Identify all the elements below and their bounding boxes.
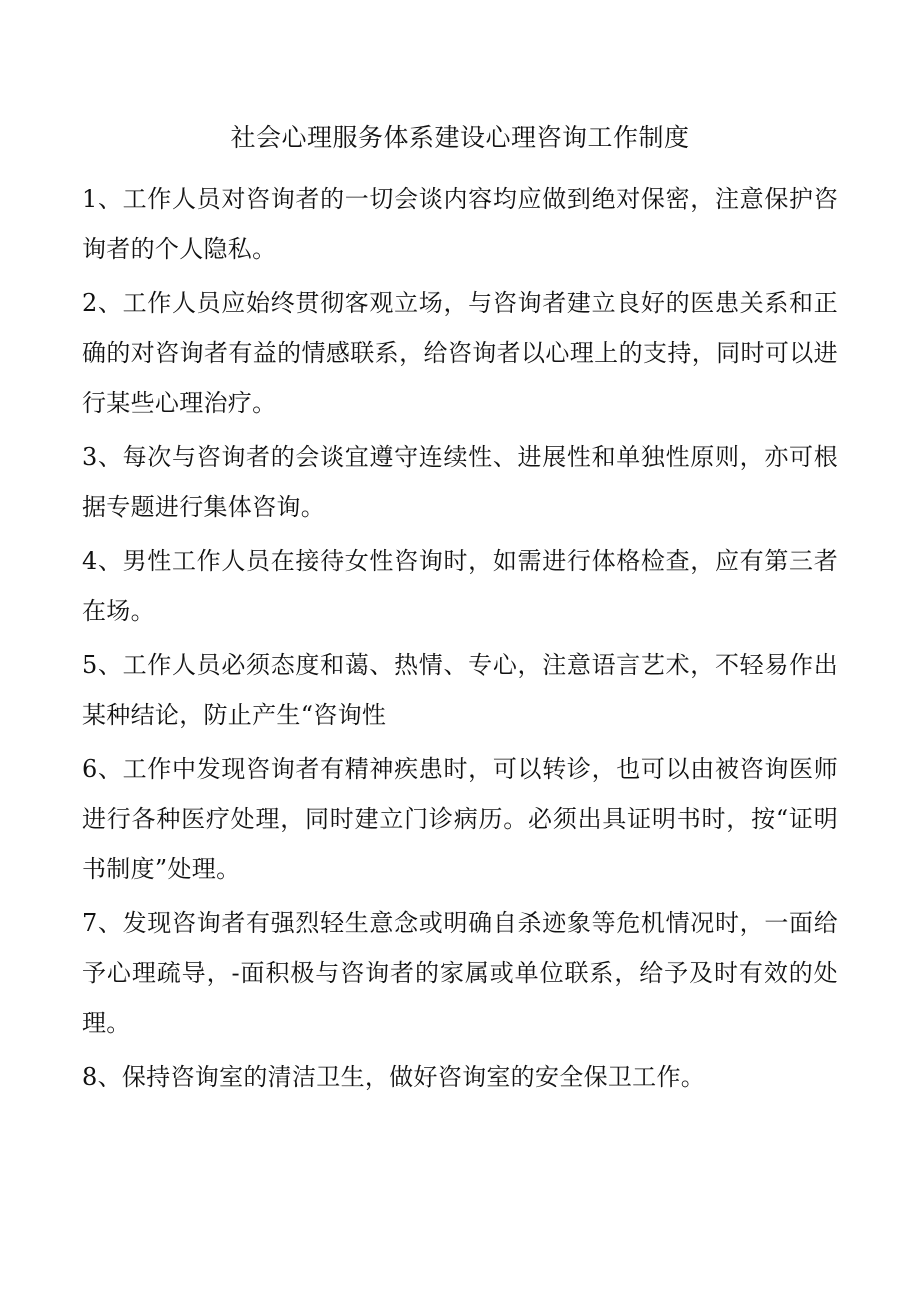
clause-5: 5、工作人员必须态度和蔼、热情、专心，注意语言艺术，不轻易作出某种结论，防止产生“咨询性: [82, 651, 838, 729]
clause-1: 1、工作人员对咨询者的一切会谈内容均应做到绝对保密，注意保护咨询者的个人隐私。: [82, 185, 838, 263]
clause-4: 4、男性工作人员在接待女性咨询时，如需进行体格检查，应有第三者在场。: [82, 547, 838, 625]
clause-3: 3、每次与咨询者的会谈宜遵守连续性、进展性和单独性原则，亦可根据专题进行集体咨询。: [82, 443, 838, 521]
clause-2: 2、工作人员应始终贯彻客观立场，与咨询者建立良好的医患关系和正确的对咨询者有益的情感联系，给咨询者以心理上的支持，同时可以进行某些心理治疗。: [82, 289, 838, 417]
clause-7: 7、发现咨询者有强烈轻生意念或明确自杀迹象等危机情况时，一面给予心理疏导，-面积极与咨询者的家属或单位联系，给予及时有效的处理。: [82, 909, 838, 1037]
clause-6: 6、工作中发现咨询者有精神疾患时，可以转诊，也可以由被咨询医师进行各种医疗处理，同时建立门诊病历。必须出具证明书时，按“证明书制度”处理。: [82, 755, 838, 883]
document-title: 社会心理服务体系建设心理咨询工作制度: [230, 123, 690, 152]
clause-8: 8、保持咨询室的清洁卫生，做好咨询室的安全保卫工作。: [82, 1063, 706, 1091]
clause-list: [82, 174, 838, 1102]
